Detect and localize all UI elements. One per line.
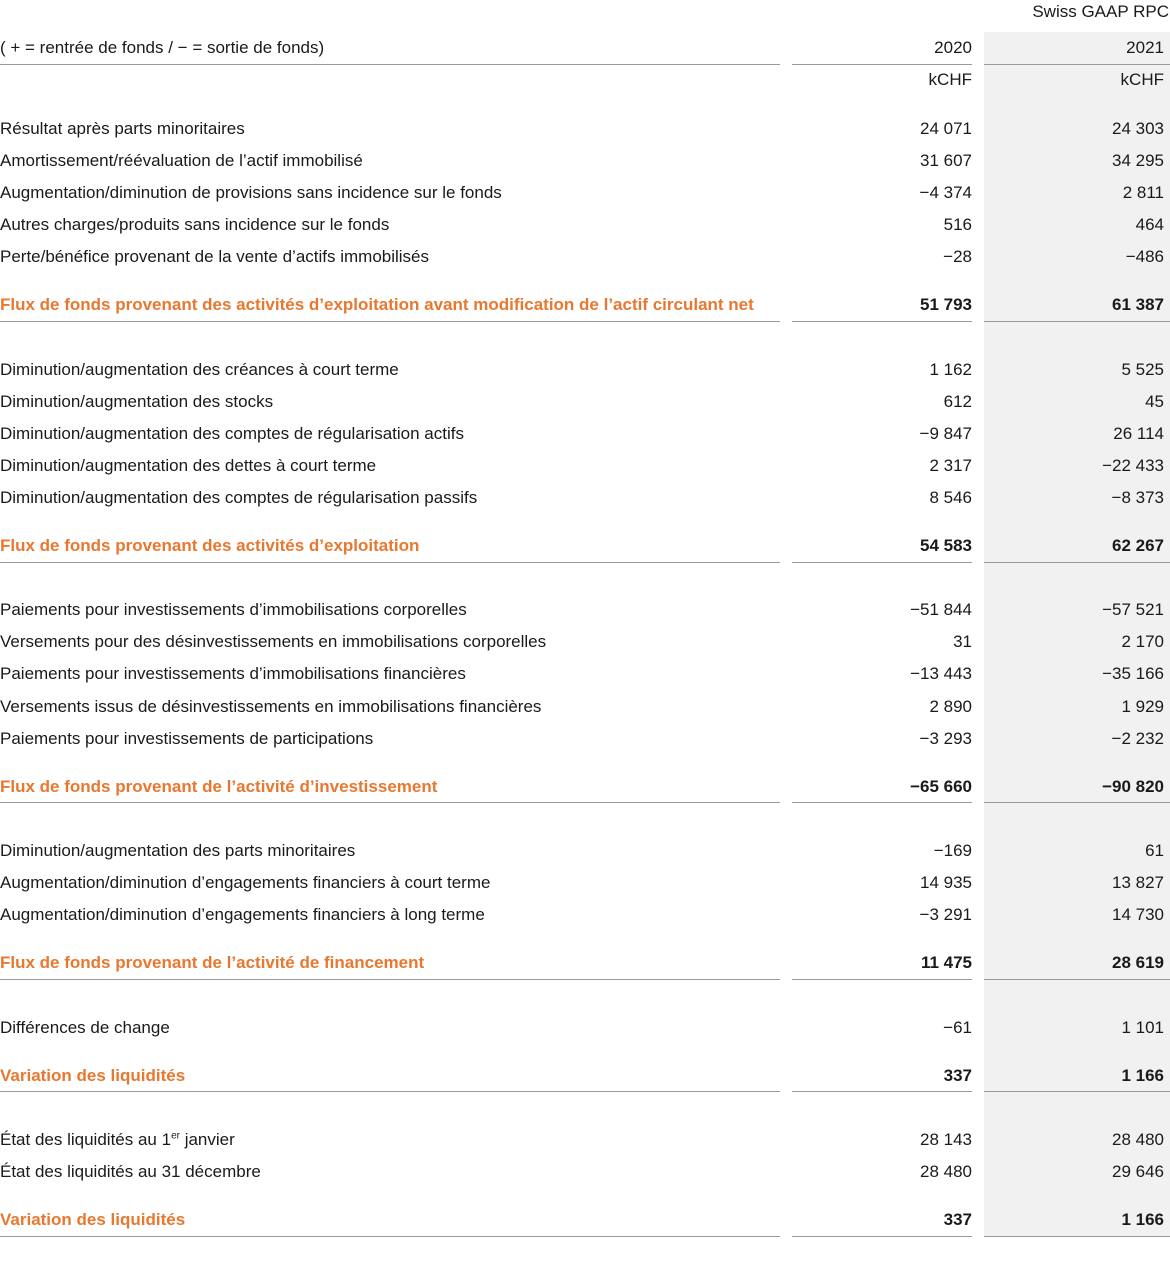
subtotal-2020: 54 583 [920,536,972,555]
value-2021: 464 [1135,215,1164,234]
row-label: Versements pour des désinvestissements en immobilisations corporelles [0,632,547,651]
table-row [0,594,1170,626]
year-2021-header: 2021 [1126,38,1164,57]
subtotal-2020: 51 793 [920,295,972,314]
row-label: Diminution/augmentation des dettes à court terme [0,456,377,475]
value-2021: 61 [1145,841,1164,860]
ordinal-superscript: er [171,1130,180,1142]
subtotal-row [0,947,1170,979]
row-label: Diminution/augmentation des créances à court terme [0,360,399,379]
value-2020: 28 480 [920,1162,972,1181]
value-2020: 612 [943,392,972,411]
row-label: Versements issus de désinvestissements en immobilisations financières [0,697,542,716]
value-2020: 31 607 [920,151,972,170]
subtotal-rule [984,562,1170,563]
subtotal-rule [792,979,972,980]
row-label: Augmentation/diminution d’engagements financiers à court terme [0,873,491,892]
subtotal-row [0,1060,1170,1092]
cash-flow-sign-note: ( + = rentrée de fonds / − = sortie de fonds) [0,38,325,57]
value-2020: −28 [943,247,972,266]
value-2020: −61 [943,1018,972,1037]
subtotal-label: Flux de fonds provenant de l’activité de financement [0,953,425,972]
subtotal-2020: 337 [943,1066,972,1085]
subtotal-row [0,530,1170,562]
subtotal-2020: 11 475 [920,953,972,972]
value-2021: 24 303 [1112,119,1164,138]
unit-2020: kCHF [928,70,972,89]
unit-2021: kCHF [1120,70,1164,89]
subtotal-rule [984,321,1170,322]
table-row [0,386,1170,418]
subtotal-rule [0,979,780,980]
value-2020: 8 546 [929,488,972,507]
table-row [0,899,1170,931]
table-row [0,482,1170,514]
value-2020: −13 443 [910,664,972,683]
subtotal-rule [0,321,780,322]
subtotal-rule [792,1236,972,1237]
value-2021: 14 730 [1112,905,1164,924]
label-part: janvier [179,1130,235,1149]
value-2021: 13 827 [1112,873,1164,892]
subtotal-2020: 337 [943,1210,972,1229]
value-2020: 1 162 [929,360,972,379]
row-label: Paiements pour investissements d’immobilisations financières [0,664,466,683]
value-2020: 28 143 [920,1130,972,1149]
value-2020: 2 317 [929,456,972,475]
column-header-row [0,32,1170,64]
value-2021: 1 101 [1121,1018,1164,1037]
subtotal-row [0,771,1170,803]
table-row [0,867,1170,899]
value-2021: −57 521 [1102,600,1164,619]
value-2021: 29 646 [1112,1162,1164,1181]
accounting-standard-label: Swiss GAAP RPC [1032,2,1169,21]
subtotal-2021: 28 619 [1112,953,1164,972]
table-row [0,1012,1170,1044]
value-2020: 516 [943,215,972,234]
value-2021: 34 295 [1112,151,1164,170]
table-row [0,1156,1170,1188]
value-2021: −35 166 [1102,664,1164,683]
row-label [0,1124,235,1156]
row-label: Paiements pour investissements de participations [0,729,374,748]
table-row [0,113,1170,145]
table-row [0,835,1170,867]
value-2021: 5 525 [1121,360,1164,379]
subtotal-rule [792,321,972,322]
row-label: Différences de change [0,1018,170,1037]
table-row [0,723,1170,755]
subtotal-rule [984,1091,1170,1092]
year-2020-header: 2020 [934,38,972,57]
table-row [0,177,1170,209]
value-2020: −169 [933,841,972,860]
table-row [0,658,1170,690]
value-2020: 2 890 [929,697,972,716]
table-row [0,450,1170,482]
subtotal-rule [984,802,1170,803]
subtotal-label: Flux de fonds provenant des activités d’exploitation [0,536,420,555]
subtotal-rule [0,1236,780,1237]
subtotal-row [0,289,1170,321]
unit-row [0,64,1170,96]
subtotal-rule [0,802,780,803]
subtotal-label: Flux de fonds provenant des activités d’exploitation avant modification de l’actif circulant net [0,295,754,314]
subtotal-rule [984,979,1170,980]
table-row [0,418,1170,450]
value-2020: −51 844 [910,600,972,619]
subtotal-2021: 62 267 [1112,536,1164,555]
subtotal-2020: −65 660 [910,777,972,796]
value-2020: 24 071 [920,119,972,138]
subtotal-2021: 1 166 [1121,1066,1164,1085]
value-2020: −4 374 [919,183,972,202]
subtotal-label: Flux de fonds provenant de l’activité d’investissement [0,777,438,796]
subtotal-2021: 61 387 [1112,295,1164,314]
subtotal-2021: 1 166 [1121,1210,1164,1229]
subtotal-rule [984,1236,1170,1237]
row-label: Augmentation/diminution de provisions sans incidence sur le fonds [0,183,502,202]
value-2021: −8 373 [1111,488,1164,507]
subtotal-rule [792,802,972,803]
row-label: État des liquidités au 31 décembre [0,1162,261,1181]
value-2021: −22 433 [1102,456,1164,475]
subtotal-rule [792,562,972,563]
value-2020: 14 935 [920,873,972,892]
subtotal-rule [0,562,780,563]
subtotal-label: Variation des liquidités [0,1210,186,1229]
table-row [0,145,1170,177]
table-row [0,691,1170,723]
row-label: Diminution/augmentation des comptes de régularisation actifs [0,424,464,443]
table-row [0,354,1170,386]
value-2020: 31 [953,632,972,651]
row-label: Diminution/augmentation des parts minoritaires [0,841,356,860]
value-2021: 2 170 [1121,632,1164,651]
row-label: Amortissement/réévaluation de l’actif immobilisé [0,151,363,170]
value-2020: −9 847 [919,424,972,443]
value-2021: −2 232 [1111,729,1164,748]
row-label: Autres charges/produits sans incidence sur le fonds [0,215,390,234]
table-row [0,209,1170,241]
value-2021: 45 [1145,392,1164,411]
value-2021: −486 [1125,247,1164,266]
row-label: Résultat après parts minoritaires [0,119,245,138]
value-2021: 1 929 [1121,697,1164,716]
subtotal-row [0,1204,1170,1236]
value-2021: 2 811 [1122,183,1164,202]
value-2021: 26 114 [1113,424,1164,443]
row-label: Diminution/augmentation des stocks [0,392,274,411]
table-row [0,1124,1170,1156]
value-2020: −3 291 [919,905,972,924]
row-label: Augmentation/diminution d’engagements financiers à long terme [0,905,485,924]
subtotal-label: Variation des liquidités [0,1066,186,1085]
row-label: Perte/bénéfice provenant de la vente d’actifs immobilisés [0,247,430,266]
table-row [0,626,1170,658]
subtotal-2021: −90 820 [1102,777,1164,796]
value-2021: 28 480 [1112,1130,1164,1149]
row-label: Diminution/augmentation des comptes de régularisation passifs [0,488,478,507]
table-row [0,241,1170,273]
label-part: État des liquidités au 1 [0,1130,172,1149]
row-label: Paiements pour investissements d’immobilisations corporelles [0,600,467,619]
subtotal-rule [792,1091,972,1092]
subtotal-rule [0,1091,780,1092]
value-2020: −3 293 [919,729,972,748]
